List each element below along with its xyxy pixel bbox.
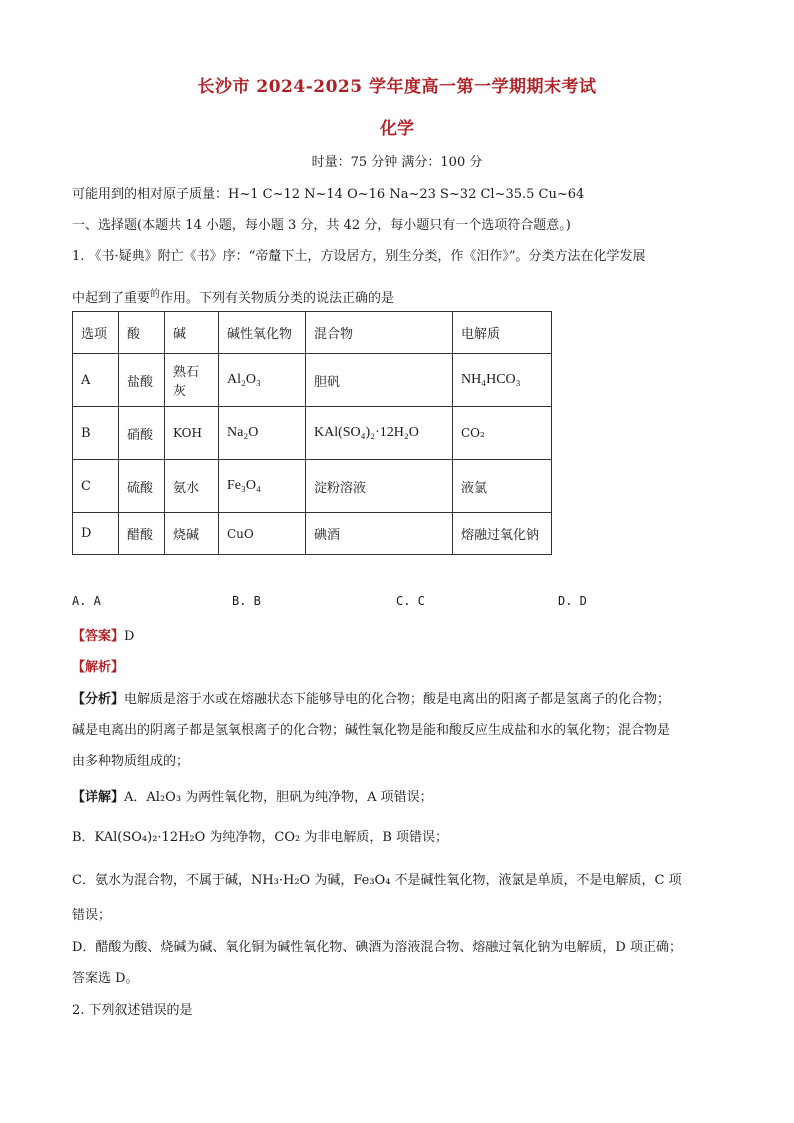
q1-line2-part-b: 作用。下列有关物质分类的说法正确的是: [160, 291, 395, 306]
table-cell: 硫酸: [119, 460, 165, 513]
answer-line: [72, 625, 134, 644]
table-cell: D: [73, 513, 119, 555]
detail-line-c2: 错误；: [72, 908, 112, 923]
table-cell: 醋酸: [119, 513, 165, 555]
fenxi-text-1: 电解质是溶于水或在熔融状态下能够导电的化合物；酸是电离出的阳离子都是氢离子的化合物；: [124, 692, 671, 707]
classification-table: [72, 311, 552, 555]
table-cell: 盐酸: [119, 354, 165, 407]
choice-b[interactable]: B. B: [232, 594, 261, 608]
exam-title: 长沙市 2024-2025 学年度高一第一学期期末考试: [197, 77, 597, 97]
choice-c[interactable]: C. C: [396, 594, 425, 608]
detail-line-b: B．KAl(SO₄)₂·12H₂O 为纯净物，CO₂ 为非电解质，B 项错误；: [72, 830, 449, 845]
choice-a[interactable]: A. A: [72, 594, 101, 608]
question-1-stem-line2: [72, 285, 394, 306]
fenxi-line-3: 由多种物质组成的；: [72, 754, 190, 769]
table-cell: 胆矾: [306, 354, 453, 407]
table-header-cell: 碱: [165, 312, 219, 354]
atomic-masses: 可能用到的相对原子质量：H~1 C~12 N~14 O~16 Na~23 S~32 Cl~35.5 Cu~64: [72, 187, 585, 202]
fenxi-line-2: 碱是电离出的阴离子都是氢氧根离子的化合物；碱性氧化物是能和酸反应生成盐和水的氧化物；混合物是: [72, 723, 671, 738]
analysis-heading: [72, 656, 124, 675]
q1-line2-sup: 的: [150, 289, 161, 300]
detail-label: 【详解】: [72, 790, 125, 805]
table-cell: Fe₃O₄: [219, 460, 306, 513]
question-1-stem-line1: 1. 《书·疑典》附亡《书》序：“帝釐下土，方设居方，别生分类，作《汨作》”。分类方法在化学发展: [72, 249, 646, 264]
fenxi-label: 【分析】: [72, 692, 125, 707]
table-cell: 熟石灰: [165, 354, 219, 407]
table-cell: 氨水: [165, 460, 219, 513]
table-cell: Al₂O₃: [219, 354, 306, 407]
detail-line-c1: C．氨水为混合物，不属于碱，NH₃·H₂O 为碱，Fe₃O₄ 不是碱性氧化物，液氯是单质，不是电解质，C 项: [72, 873, 682, 888]
question-2-stem: 2. 下列叙述错误的是: [72, 1003, 193, 1018]
table-header-row: [73, 312, 552, 354]
choice-d[interactable]: D. D: [558, 594, 587, 608]
table-cell: B: [73, 407, 119, 460]
detail-line-a: [72, 786, 433, 805]
table-header-cell: 碱性氧化物: [219, 312, 306, 354]
answer-value: D: [124, 629, 135, 644]
conclusion-line: 答案选 D。: [72, 971, 139, 986]
analysis-label: 【解析】: [72, 660, 125, 675]
detail-text-a: A．Al₂O₃ 为两性氧化物，胆矾为纯净物，A 项错误；: [124, 790, 433, 805]
table-cell: CO₂: [453, 407, 552, 460]
fenxi-line-1: [72, 688, 670, 707]
table-cell: 烧碱: [165, 513, 219, 555]
table-header-cell: 酸: [119, 312, 165, 354]
table-header-cell: 混合物: [306, 312, 453, 354]
exam-meta: 时量：75 分钟 满分：100 分: [311, 155, 483, 170]
table-cell: C: [73, 460, 119, 513]
table-header-cell: 选项: [73, 312, 119, 354]
table-cell: CuO: [219, 513, 306, 555]
table-row: [73, 513, 552, 555]
section-heading: 一、选择题(本题共 14 小题，每小题 3 分，共 42 分，每小题只有一个选项符合题意。): [72, 218, 571, 233]
table-header-cell: 电解质: [453, 312, 552, 354]
table-cell: 碘酒: [306, 513, 453, 555]
table-row: [73, 354, 552, 407]
table-row: [73, 460, 552, 513]
table-cell: 熔融过氧化钠: [453, 513, 552, 555]
exam-subject: 化学: [380, 119, 414, 139]
detail-line-d: D．醋酸为酸、烧碱为碱、氧化铜为碱性氧化物、碘酒为溶液混合物、熔融过氧化钠为电解质，D 项正确；: [72, 940, 682, 955]
q1-line2-part-a: 中起到了重要: [72, 291, 151, 306]
answer-label: 【答案】: [72, 629, 125, 644]
table-cell: KAl(SO₄)₂·12H₂O: [306, 407, 453, 460]
table-row: [73, 407, 552, 460]
table-cell: KOH: [165, 407, 219, 460]
table-cell: A: [73, 354, 119, 407]
table-cell: Na₂O: [219, 407, 306, 460]
table-cell: 硝酸: [119, 407, 165, 460]
table-cell: NH₄HCO₃: [453, 354, 552, 407]
table-cell: 淀粉溶液: [306, 460, 453, 513]
table-cell: 液氯: [453, 460, 552, 513]
